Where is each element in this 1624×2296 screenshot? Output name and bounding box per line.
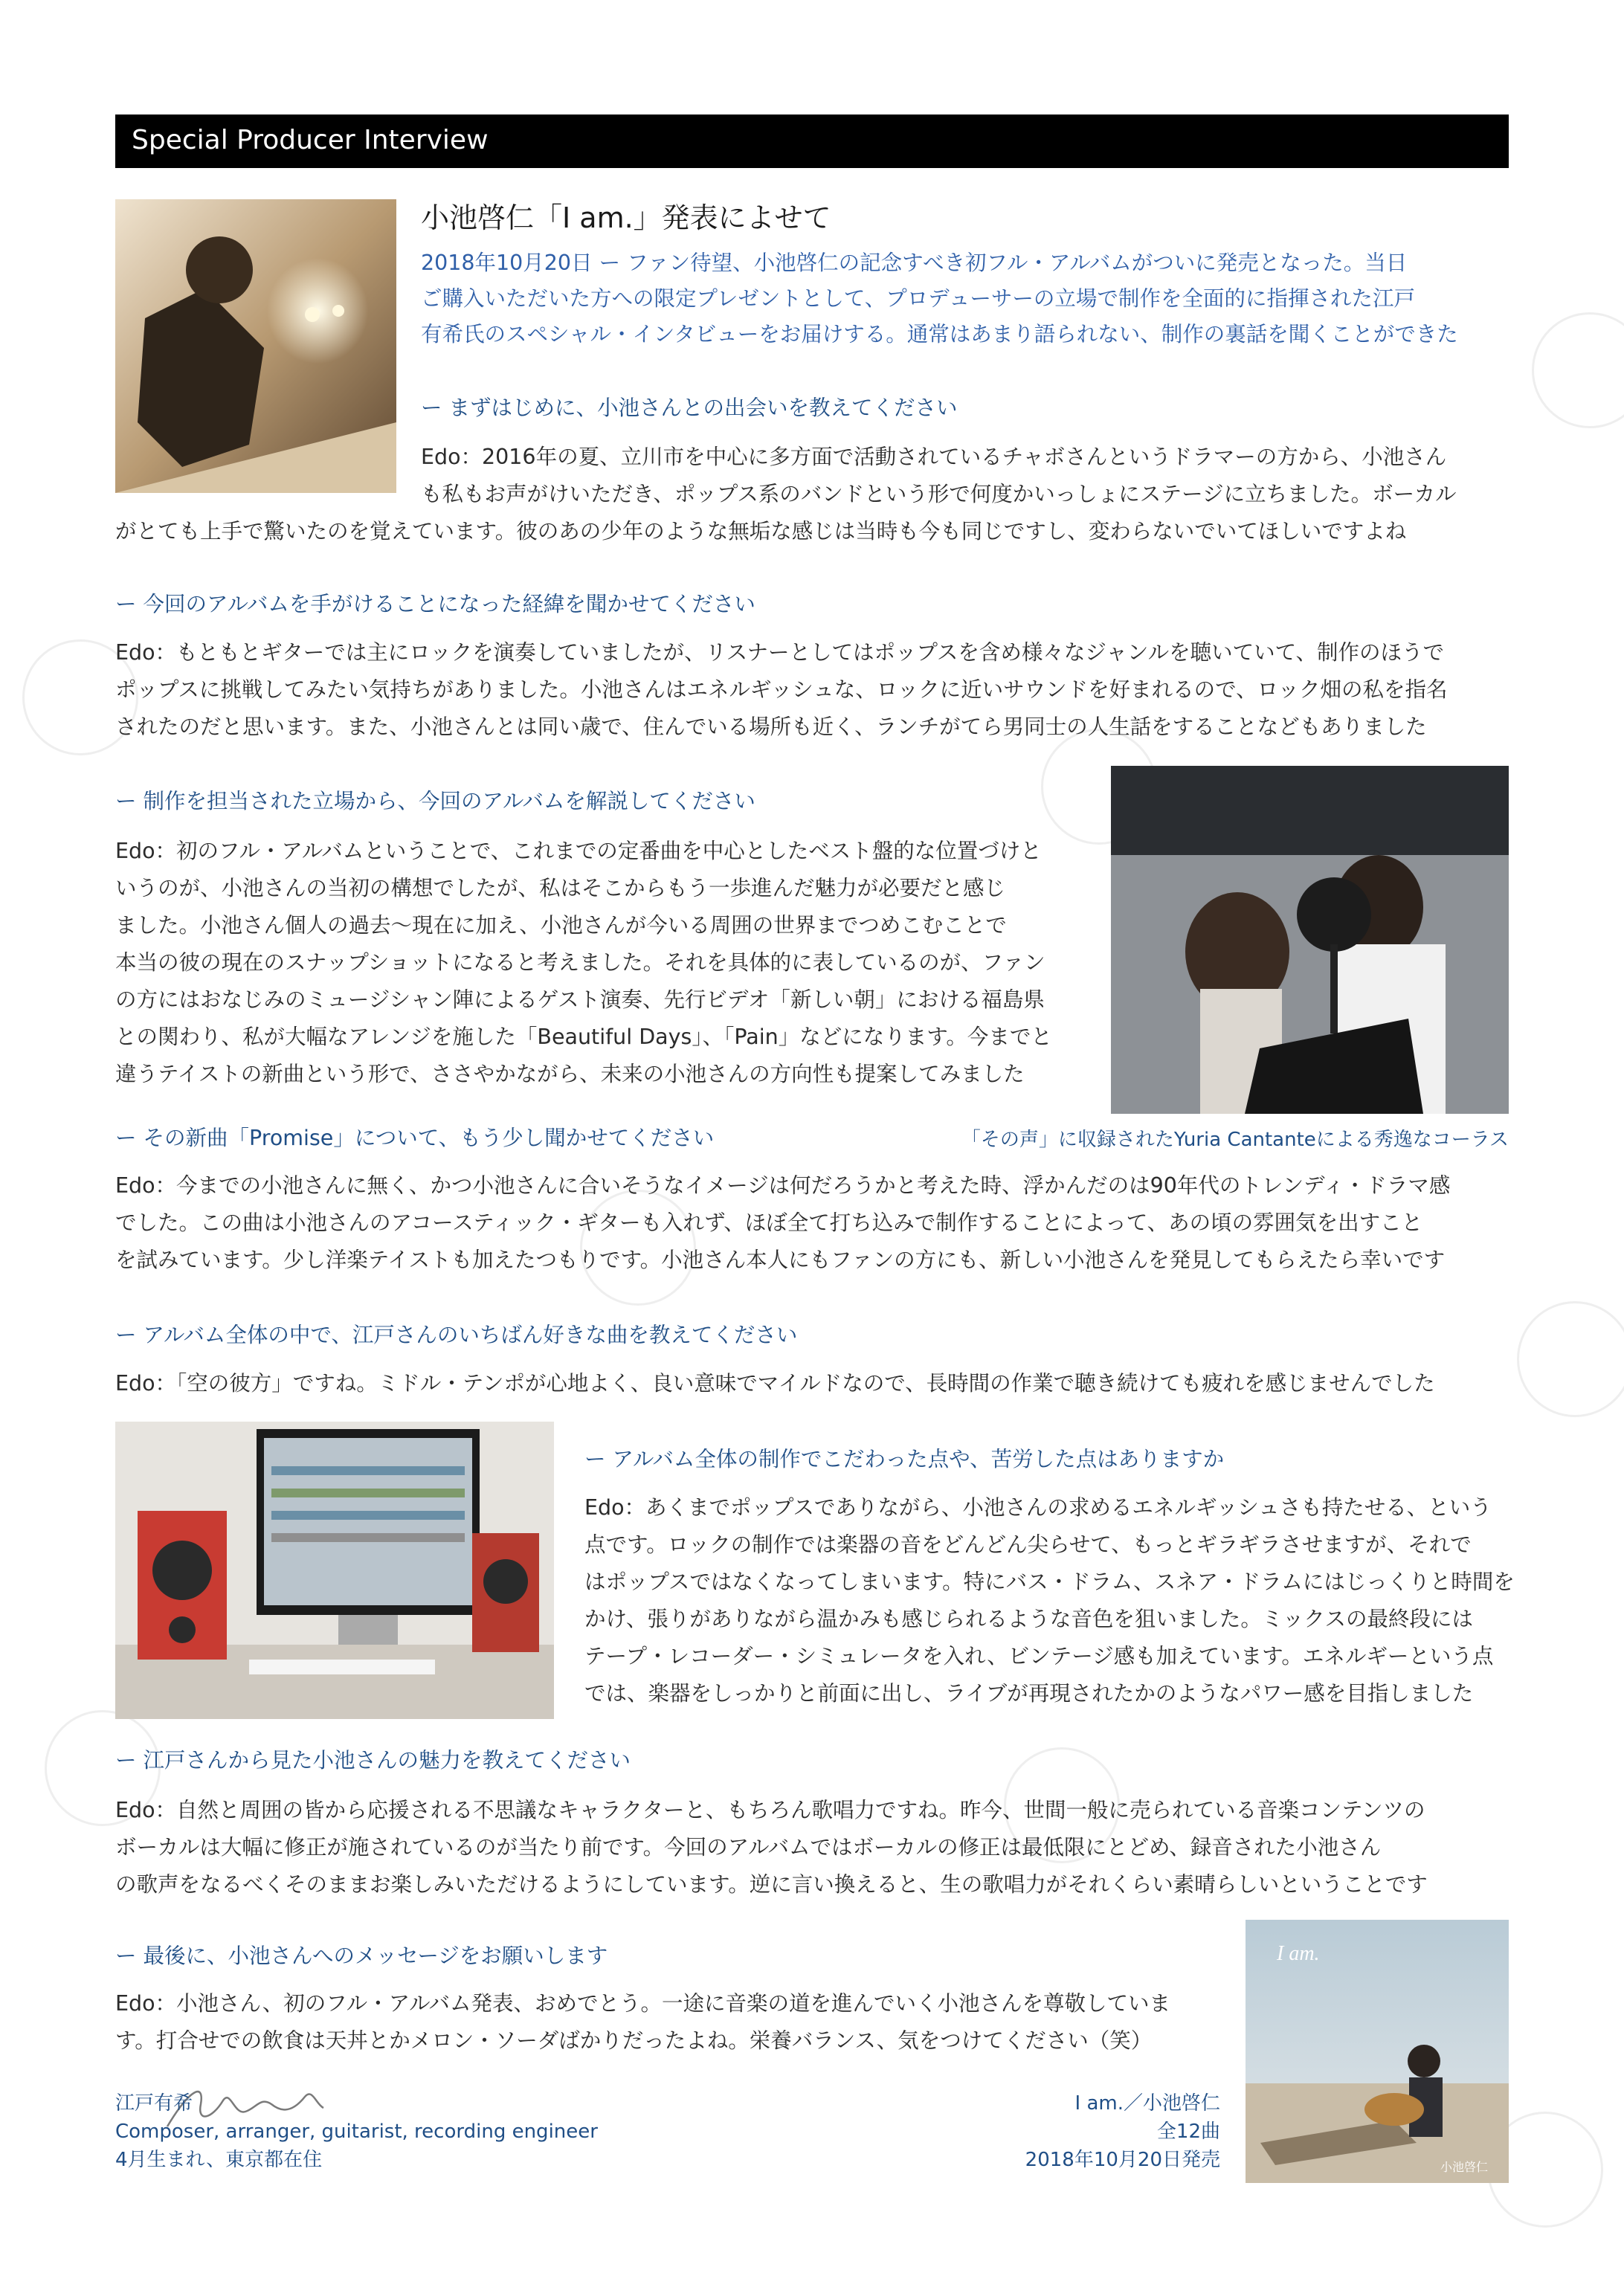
article-lead [421,245,1458,352]
album-info [1025,2089,1220,2174]
article-title: 小池啓仁「I am.」発表によせて [421,201,831,234]
answer-line: がとても上手で驚いたのを覚えています。彼のあの少年のような無垢な感じは当時も今も同じですし、変わらないでいてほしいですよね [115,519,1407,544]
answer-paragraph [584,1489,1515,1712]
answer-line: も私もお声がけいただき、ポップス系のバンドという形で何度かいっしょにステージに立ちました。ボーカル [421,482,1457,506]
question-heading: ー 最後に、小池さんへのメッセージをお願いします [115,1944,608,1968]
answer-paragraph [115,1365,1435,1402]
producer-role: Composer, arranger, guitarist, recording engineer [115,2121,598,2143]
producer-origin: 4月生まれ、東京都在住 [115,2149,323,2171]
answer-line: Edo：今までの小池さんに無く、かつ小池さんに合いそうなイメージは何だろうかと考えた時、浮かんだのは90年代のトレンディ・ドラマ感 [115,1173,1451,1198]
album-cover [1246,1920,1509,2183]
answer-line: Edo：もともとギターでは主にロックを演奏していましたが、リスナーとしてはポップスを含め様々なジャンルを聴いていて、制作のほうで [115,640,1445,665]
answer-line: Edo：2016年の夏、立川市を中心に多方面で活動されているチャボさんというドラマーの方から、小池さん [421,445,1447,469]
answer-line: す。打合せでの飲食は天丼とかメロン・ソーダばかりだったよね。栄養バランス、気をつけてください（笑） [115,2028,1153,2053]
album-release-date: 2018年10月20日発売 [1025,2149,1220,2171]
answer-paragraph [115,1792,1428,1903]
answer-line: 違うテイストの新曲という形で、ささやかながら、未来の小池さんの方向性も提案してみました [115,1062,1025,1086]
album-title-line: I am.／小池啓仁 [1074,2092,1220,2115]
question-heading: ー 今回のアルバムを手がけることになった経緯を聞かせてください [115,592,755,616]
recording-session-photo [1111,766,1509,1114]
answer-paragraph [115,1167,1450,1279]
answer-line: かけ、張りがありながら温かみも感じられるような音色を狙いました。ミックスの最終段には [584,1607,1474,1631]
question-heading: ー アルバム全体の中で、江戸さんのいちばん好きな曲を教えてください [115,1323,798,1347]
album-cover-title: I am. [1277,1942,1320,1965]
lead-line: 2018年10月20日 ー ファン待望、小池啓仁の記念すべき初フル・アルバムがついに発売となった。当日 [421,251,1408,275]
answer-line: Edo：自然と周囲の皆から応援される不思議なキャラクターと、もちろん歌唱力ですね。昨今、世間一般に売られている音楽コンテンツの [115,1798,1425,1822]
answer-line: の方にはおなじみのミュージシャン陣によるゲスト演奏、先行ビデオ「新しい朝」における福島県 [115,987,1045,1012]
question-heading: ー その新曲「Promise」について、もう少し聞かせてください [115,1126,715,1150]
answer-line: ボーカルは大幅に修正が施されているのが当たり前です。今回のアルバムではボーカルの修正は最低限にとどめ、録音された小池さん [115,1835,1382,1860]
question-heading: ー まずはじめに、小池さんとの出会いを教えてください [421,396,958,420]
answer-paragraph [115,1985,1170,2060]
answer-line: Edo：あくまでポップスでありながら、小池さんの求めるエネルギッシュさも持たせる、という [584,1495,1492,1520]
section-header-label: Special Producer Interview [132,125,489,155]
answer-line: でした。この曲は小池さんのアコースティック・ギターも入れず、ほぼ全て打ち込みで制作することによって、あの頃の雰囲気を出すこと [115,1210,1423,1235]
album-cover-artist: 小池啓仁 [1440,2160,1489,2174]
answer-line: Edo：小池さん、初のフル・アルバム発表、おめでとう。一途に音楽の道を進んでいく小池さんを尊敬していま [115,1991,1170,2016]
answer-line: されたのだと思います。また、小池さんとは同い歳で、住んでいる場所も近く、ランチがてら男同士の人生話をすることなどもありました [115,715,1427,739]
answer-paragraph [421,439,1457,513]
answer-line: いうのが、小池さんの当初の構想でしたが、私はそこからもう一歩進んだ魅力が必要だと感じ [115,876,1006,900]
question-heading: ー アルバム全体の制作でこだわった点や、苦労した点はありますか [584,1447,1225,1471]
watermark-logo [1517,1301,1624,1417]
question-heading: ー 江戸さんから見た小池さんの魅力を教えてください [115,1748,631,1773]
lead-line: 有希氏のスペシャル・インタビューをお届けする。通常はあまり語られない、制作の裏話を聞くことができた [421,322,1458,346]
answer-line: では、楽器をしっかりと前面に出し、ライブが再現されたかのようなパワー感を目指しました [584,1681,1474,1706]
answer-line: Edo：初のフル・アルバムということで、これまでの定番曲を中心としたベスト盤的な位置づけと [115,839,1042,863]
answer-line: の歌声をなるべくそのままお楽しみいただけるようにしています。逆に言い換えると、生の歌唱力がそれくらい素晴らしいということです [115,1872,1428,1897]
answer-line: Edo：「空の彼方」ですね。ミドル・テンポが心地よく、良い意味でマイルドなので、長時間の作業で聴き続けても疲れを感じませんでした [115,1371,1435,1396]
album-track-count: 全12曲 [1156,2121,1220,2143]
answer-line: ました。小池さん個人の過去〜現在に加え、小池さんが今いる周囲の世界までつめこむことで [115,913,1007,938]
producer-profile [115,2089,598,2174]
answer-paragraph [115,833,1052,1093]
answer-line: を試みています。少し洋楽テイストも加えたつもりです。小池さん本人にもファンの方にも、新しい小池さんを発見してもらえたら幸いです [115,1248,1446,1272]
answer-paragraph [115,513,1406,550]
lead-line: ご購入いただいた方への限定プレゼントとして、プロデューサーの立場で制作を全面的に指揮された江戸 [421,286,1415,311]
portrait-photo [115,199,396,493]
answer-line: 本当の彼の現在のスナップショットになると考えました。それを具体的に表しているのが、ファン [115,950,1045,975]
answer-line: 点です。ロックの制作では楽器の音をどんどん尖らせて、もっとギラギラさせますが、それで [584,1532,1472,1557]
answer-line: ポップスに挑戦してみたい気持ちがありました。小池さんはエネルギッシュな、ロックに近いサウンドを好まれるので、ロック畑の私を指名 [115,677,1448,702]
answer-paragraph [115,634,1448,746]
question-heading: ー 制作を担当された立場から、今回のアルバムを解説してください [115,789,755,813]
answer-line: との関わり、私が大幅なアレンジを施した「Beautiful Days」、「Pain」などになります。今までと [115,1025,1052,1049]
answer-line: テープ・レコーダー・シミュレータを入れ、ビンテージ感も加えています。エネルギーという点 [584,1644,1494,1668]
photo-caption: 「その声」に収録されたYuria Cantanteによる秀逸なコーラス [961,1129,1509,1151]
studio-desk-photo [115,1422,554,1719]
answer-line: はポップスではなくなってしまいます。特にバス・ドラム、スネア・ドラムにはじっくりと時間を [584,1570,1515,1594]
producer-name: 江戸有希 [115,2092,193,2115]
section-header-bar [115,115,1509,168]
watermark-logo [1532,312,1624,428]
